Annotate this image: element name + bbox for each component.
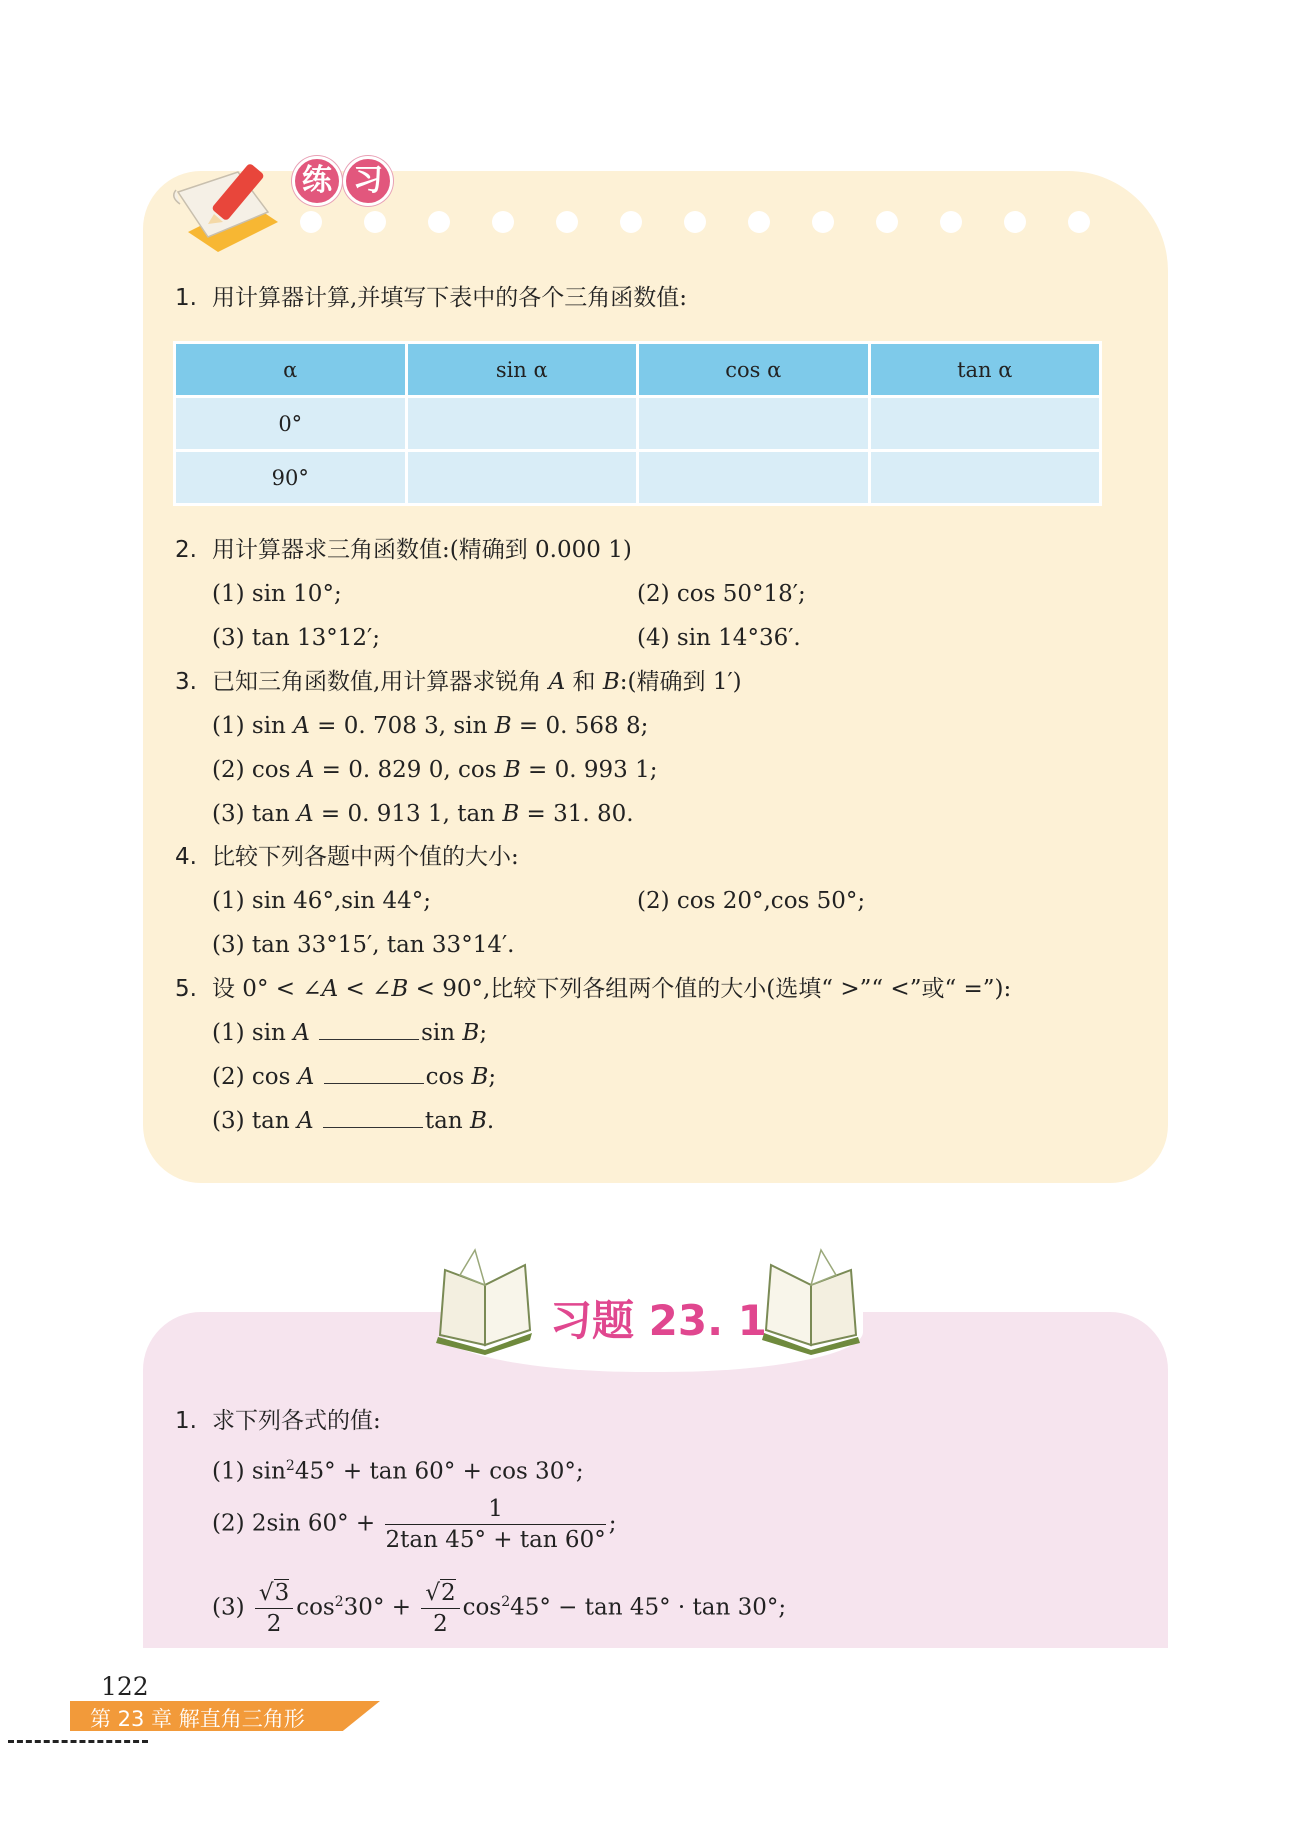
table-header: tan α [869,343,1101,397]
sub-item: (1) sin 46°,sin 44°; [212,888,432,914]
table-cell [638,451,870,505]
answer-blank[interactable] [324,1065,424,1084]
sub-item: (4) sin 14°36′. [637,625,801,651]
table-header: α [175,343,407,397]
question-text: 用计算器计算,并填写下表中的各个三角函数值: [212,285,688,311]
question-number: 5. [175,976,197,1002]
sub-item: (1) sin A sin B; [212,1020,488,1046]
sub-item: (1) sin A = 0. 708 3, sin B = 0. 568 8; [212,713,649,739]
sub-item: (2) cos 20°,cos 50°; [637,888,866,914]
table-header: cos α [638,343,870,397]
sub-item: (1) sin 10°; [212,581,342,607]
sub-item: (1) $\sin^245^\circ + \tan 60^\circ + \cos 30^\circ$; [212,1458,584,1485]
sub-item: (2) cos A = 0. 829 0, cos B = 0. 993 1; [212,757,658,783]
sub-item: (3) tan A = 0. 913 1, tan B = 31. 80. [212,801,634,827]
question-text: 已知三角函数值,用计算器求锐角 A 和 B:(精确到 1′) [212,669,742,695]
dashed-rule [8,1740,148,1743]
answer-blank[interactable] [319,1021,419,1040]
question-number: 1. [175,285,197,311]
sub-item: (3) tan 33°15′, tan 33°14′. [212,932,515,958]
decorative-dots [300,211,1100,235]
table-cell [406,451,638,505]
chapter-label: 第 23 章 解直角三角形 [90,1707,305,1731]
practice-title-char-2: 习 [343,156,393,206]
table-header-row [175,343,1101,397]
question-number: 3. [175,669,197,695]
table-cell [869,451,1101,505]
practice-title-char-1: 练 [292,156,342,206]
table-cell: 0° [175,397,407,451]
sub-item: (2) 2sin 60° + $\frac{1}{2\tan 45^\circ + \tan 60^\circ}$ ; [212,1496,617,1553]
table-cell [406,397,638,451]
question-text: 求下列各式的值: [212,1408,381,1434]
sub-item: (2) cos A cos B; [212,1064,497,1090]
sub-item: (3) tan 13°12′; [212,625,380,651]
question-number: 2. [175,537,197,563]
sub-item: (3) $\frac{√3}{2}$ $\cos^230^\circ$ + $\frac{√2}{2}$ $\cos^245^\circ - \tan 45^\circ \cdot \tan 30^\circ$; [212,1580,787,1637]
question-text: 比较下列各题中两个值的大小: [212,844,519,870]
table-row [175,397,1101,451]
sub-item: (3) tan A tan B. [212,1108,495,1134]
table-row [175,451,1101,505]
page-number: 122 [101,1672,149,1701]
table-cell [638,397,870,451]
question-number: 1. [175,1408,197,1434]
open-book-icon [756,1245,866,1355]
pencil-paper-icon [168,152,303,252]
question-text: 设 0° < ∠A < ∠B < 90°,比较下列各组两个值的大小(选填“ >”“ <”或“ =”): [212,976,1012,1002]
exercise-title: 习题 23. 1 [550,1296,767,1345]
fraction: $\frac{1}{2\tan 45^\circ + \tan 60^\circ}$ [385,1496,606,1553]
open-book-icon [430,1245,540,1355]
trig-table [173,341,1102,506]
table-header: sin α [406,343,638,397]
table-cell: 90° [175,451,407,505]
question-text: 用计算器求三角函数值:(精确到 0.000 1) [212,537,632,563]
table-cell [869,397,1101,451]
answer-blank[interactable] [323,1109,423,1128]
sub-item: (2) cos 50°18′; [637,581,806,607]
fraction: $\frac{√3}{2}$ [255,1578,293,1639]
fraction: $\frac{√2}{2}$ [421,1578,459,1639]
question-number: 4. [175,844,197,870]
